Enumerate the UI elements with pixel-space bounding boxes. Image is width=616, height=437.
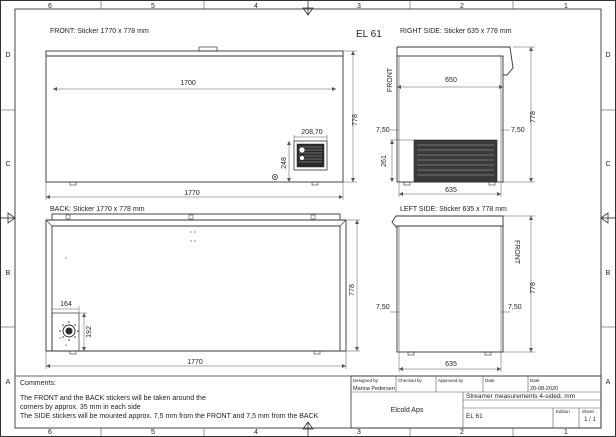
- frame-col-label-top: 3: [357, 3, 361, 10]
- frame-col-label-bottom: 6: [48, 429, 52, 436]
- sheet-outer-border: [1, 1, 616, 437]
- right-front-label: FRONT: [387, 67, 394, 93]
- frame-col-label-top: 4: [254, 3, 258, 10]
- front-dim-panel-height: 248: [281, 157, 288, 169]
- right-dim-margin-left: 7,50: [376, 127, 390, 134]
- sheet-label: Sheet: [582, 409, 594, 414]
- drawing-title: Streamer measurements 4-sided, mm: [466, 393, 576, 400]
- frame-row-label-right: C: [605, 161, 611, 168]
- back-fan-hub: [66, 328, 73, 335]
- back-dim-panel-width: 164: [60, 301, 72, 308]
- lock-icon-dot: [274, 176, 276, 178]
- back-dim-panel-height: 192: [86, 326, 93, 338]
- back-dim-total-width: 1770: [187, 359, 203, 366]
- drawing-id: EL 61: [356, 29, 382, 40]
- designer-name: Marina Pedersen: [353, 386, 395, 392]
- comment-line: The SIDE stickers will be mounted approx. 7,5 mm from the FRONT and 7,5 mm from the BACK: [20, 413, 319, 420]
- back-dim-height: 778: [349, 284, 356, 296]
- document-id: EL 61: [466, 413, 483, 420]
- left-dim-total-width: 635: [445, 361, 457, 368]
- frame-row-label-right: D: [605, 52, 611, 59]
- right-view-title: RIGHT SIDE: Sticker 635 x 778 mm: [400, 28, 512, 35]
- comment-line: corners by approx. 35 mm in each side: [20, 404, 141, 411]
- left-dim-margin-right: 7,50: [508, 304, 522, 311]
- frame-col-label-top: 2: [460, 3, 464, 10]
- date-label: Date: [485, 378, 495, 383]
- right-dim-margin-right: 7,50: [511, 127, 525, 134]
- front-view-title: FRONT: Sticker 1770 x 778 mm: [50, 28, 149, 35]
- date-label-2: Date: [530, 378, 540, 383]
- frame-col-label-top: 1: [564, 3, 568, 10]
- right-dim-total-width: 635: [445, 187, 457, 194]
- back-view-title: BACK: Sticker 1770 x 778 mm: [50, 206, 145, 213]
- frame-col-label-bottom: 5: [151, 429, 155, 436]
- control-knob-icon: [299, 147, 305, 153]
- left-dim-margin-left: 7,50: [376, 304, 390, 311]
- frame-row-label-left: C: [5, 161, 11, 168]
- edition-label: Edition: [556, 409, 570, 414]
- right-dim-inner-width: 650: [445, 77, 457, 84]
- left-front-label: FRONT: [513, 239, 520, 265]
- frame-row-label-right: A: [605, 379, 611, 386]
- frame-row-label-left: A: [5, 379, 11, 386]
- right-dim-height: 778: [530, 111, 537, 123]
- frame-col-label-bottom: 2: [460, 429, 464, 436]
- left-dim-height: 778: [530, 282, 537, 294]
- designed-by-label: Designed by: [353, 378, 379, 383]
- frame-col-label-bottom: 3: [357, 429, 361, 436]
- front-dim-panel-width: 208,70: [301, 129, 323, 136]
- frame-col-label-bottom: 1: [564, 429, 568, 436]
- left-view-title: LEFT SIDE: Sticker 635 x 778 mm: [400, 206, 507, 213]
- frame-row-label-left: B: [5, 270, 11, 277]
- front-dim-total-width: 1770: [184, 190, 200, 197]
- checked-by-label: Checked by: [398, 378, 422, 383]
- frame-row-label-right: B: [605, 270, 611, 277]
- control-knob-icon: [300, 156, 305, 161]
- frame-col-label-top: 6: [48, 3, 52, 10]
- sheet-number: 1 / 1: [584, 417, 596, 423]
- frame-col-label-top: 5: [151, 3, 155, 10]
- right-dim-grille-height: 261: [381, 155, 388, 167]
- company-name: Elcold Aps: [390, 407, 424, 414]
- compressor-grille: [414, 140, 497, 182]
- front-dim-inner-width: 1700: [180, 80, 196, 87]
- drawing-date: 20-08-2020: [530, 386, 559, 392]
- front-dim-height: 778: [352, 114, 359, 126]
- comments-heading: Comments:: [20, 380, 56, 387]
- frame-row-label-left: D: [5, 52, 11, 59]
- approved-by-label: Approved by: [438, 378, 464, 383]
- frame-col-label-bottom: 4: [254, 429, 258, 436]
- comment-line: The FRONT and the BACK stickers will be taken around the: [20, 395, 206, 402]
